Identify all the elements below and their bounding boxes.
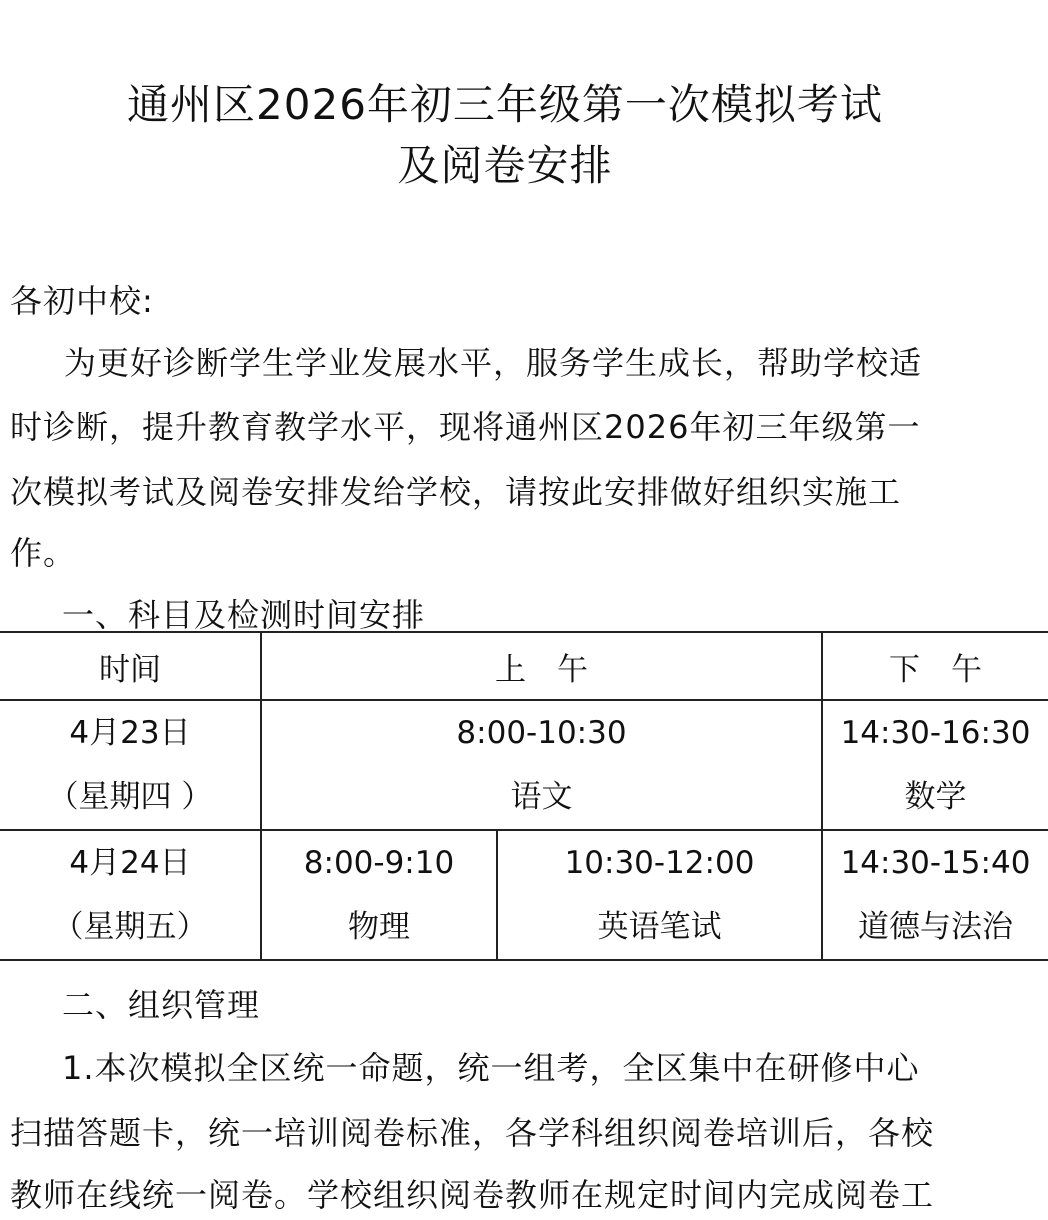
intro-line: 次模拟考试及阅卷安排发给学校，请按此安排做好组织实施工 — [10, 473, 902, 511]
date: 4月23日 — [69, 715, 191, 751]
doc-title-line1: 通州区2026年初三年级第一次模拟考试 — [127, 80, 883, 129]
schedule-table — [0, 631, 1048, 961]
weekday: （星期五） — [52, 909, 208, 945]
header-time: 时间 — [0, 632, 261, 700]
section2-line: 扫描答题卡，统一培训阅卷标准，各学科组织阅卷培训后，各校 — [10, 1114, 935, 1152]
intro-line: 作。 — [10, 534, 77, 572]
salutation: 各初中校: — [10, 282, 154, 320]
exam-time: 10:30-12:00 — [564, 845, 755, 881]
exam-time: 14:30-16:30 — [840, 715, 1031, 751]
date: 4月24日 — [69, 845, 191, 881]
table-header-row — [0, 632, 1048, 700]
exam-time: 8:00-10:30 — [456, 715, 627, 751]
section2-heading: 二、组织管理 — [62, 986, 261, 1024]
doc-title-line2: 及阅卷安排 — [397, 141, 613, 190]
header-morning: 上 午 — [261, 632, 822, 700]
intro-line: 为更好诊断学生学业发展水平，服务学生成长，帮助学校适 — [64, 344, 923, 382]
section2-line: 1.本次模拟全区统一命题，统一组考，全区集中在研修中心 — [62, 1049, 920, 1087]
intro-line: 时诊断，提升教育教学水平，现将通州区2026年初三年级第一 — [10, 408, 921, 446]
table-row — [0, 700, 1048, 830]
header-afternoon: 下 午 — [822, 632, 1048, 700]
exam-subject: 数学 — [904, 779, 967, 815]
section2-line: 教师在线统一阅卷。学校组织阅卷教师在规定时间内完成阅卷工 — [10, 1176, 935, 1214]
table-row — [0, 830, 1048, 960]
section1-heading: 一、科目及检测时间安排 — [62, 596, 426, 634]
exam-subject: 英语笔试 — [597, 909, 722, 945]
weekday: （星期四 ） — [47, 779, 213, 815]
exam-subject: 物理 — [348, 909, 410, 945]
exam-time: 14:30-15:40 — [840, 845, 1031, 881]
exam-subject: 道德与法治 — [858, 909, 1013, 945]
exam-subject: 语文 — [510, 779, 573, 815]
exam-time: 8:00-9:10 — [303, 845, 455, 881]
